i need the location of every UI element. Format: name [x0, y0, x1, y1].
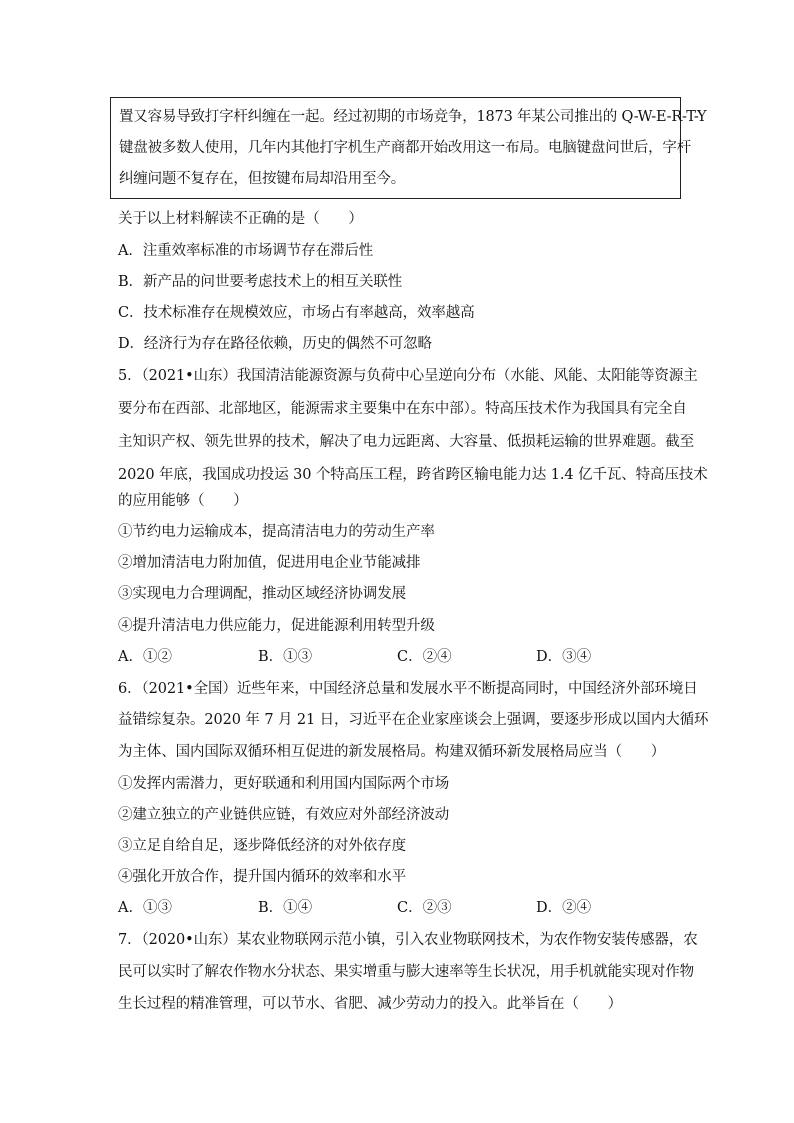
material-line: 键盘被多数人使用，几年内其他打字机生产商都开始改用这一布局。电脑键盘问世后，字杆: [119, 140, 691, 156]
material-line: 纠缠问题不复存在，但按键布局却沿用至今。: [119, 171, 405, 187]
q6-line: 6．（2021•全国）近些年来，中国经济总量和发展水平不断提高同时，中国经济外部环境日: [118, 681, 698, 697]
q6-choice-b: B．①④: [258, 900, 313, 916]
q7-line: 7．（2020•山东）某农业物联网示范小镇，引入农业物联网技术，为农作物安装传感器，农: [118, 932, 698, 948]
material-box: [110, 97, 707, 199]
q5-choice-b: B．①③: [258, 649, 313, 665]
q4-option-d: D．经济行为存在路径依赖，历史的偶然不可忽略: [118, 336, 432, 352]
q6-item: ④强化开放合作，提升国内循环的效率和水平: [118, 869, 406, 885]
q4-option-b: B．新产品的问世要考虑技术上的相互关联性: [118, 274, 403, 290]
q5-item: ④提升清洁电力供应能力，促进能源利用转型升级: [118, 618, 435, 634]
q5-item: ②增加清洁电力附加值，促进用电企业节能减排: [118, 555, 421, 571]
q6-item: ②建立独立的产业链供应链，有效应对外部经济波动: [118, 807, 450, 823]
q5-item: ①节约电力运输成本，提高清洁电力的劳动生产率: [118, 524, 435, 540]
q5-line: 主知识产权、领先世界的技术，解决了电力远距离、大容量、低损耗运输的世界难题。截至: [118, 434, 694, 450]
q5-line: 5．（2021•山东）我国清洁能源资源与负荷中心呈逆向分布（水能、风能、太阳能等资源主: [118, 368, 698, 384]
q7-line: 民可以实时了解农作物水分状态、果实增重与膨大速率等生长状况，用手机就能实现对作物: [118, 964, 694, 980]
q4-option-c: C．技术标准存在规模效应，市场占有率越高，效率越高: [118, 305, 475, 321]
q6-item: ③立足自给自足，逐步降低经济的对外依存度: [118, 838, 406, 854]
q5-choice-c: C．②④: [397, 649, 452, 665]
q5-line: 的应用能够（ ）: [118, 493, 248, 509]
q5-choice-a: A．①②: [118, 649, 172, 665]
q6-choice-a: A．①③: [118, 900, 172, 916]
q5-item: ③实现电力合理调配，推动区域经济协调发展: [118, 586, 406, 602]
q5-line: 要分布在西部、北部地区，能源需求主要集中在东中部）。特高压技术作为我国具有完全自: [118, 401, 687, 417]
q4-stem: 关于以上材料解读不正确的是（ ）: [118, 211, 363, 227]
q4-option-a: A．注重效率标准的市场调节存在滞后性: [118, 243, 374, 259]
q5-line: 2020 年底，我国成功投运 30 个特高压工程，跨省跨区输电能力达 1.4 亿千瓦、特高压技术: [118, 467, 708, 483]
q7-line: 生长过程的精准管理，可以节水、省肥、减少劳动力的投入。此举旨在（ ）: [118, 996, 622, 1012]
q6-choice-d: D．②④: [536, 900, 592, 916]
q5-choice-d: D．③④: [536, 649, 592, 665]
q6-item: ①发挥内需潜力，更好联通和利用国内国际两个市场: [118, 776, 450, 792]
q6-line: 为主体、国内国际双循环相互促进的新发展格局。构建双循环新发展格局应当（ ）: [118, 744, 666, 760]
material-line: 置又容易导致打字杆纠缠在一起。经过初期的市场竞争，1873 年某公司推出的 Q-W-E-R-T-Y: [119, 109, 707, 125]
q6-choice-c: C．②③: [397, 900, 452, 916]
q6-line: 益错综复杂。2020 年 7 月 21 日，习近平在企业家座谈会上强调，要逐步形成以国内大循环: [118, 712, 709, 728]
